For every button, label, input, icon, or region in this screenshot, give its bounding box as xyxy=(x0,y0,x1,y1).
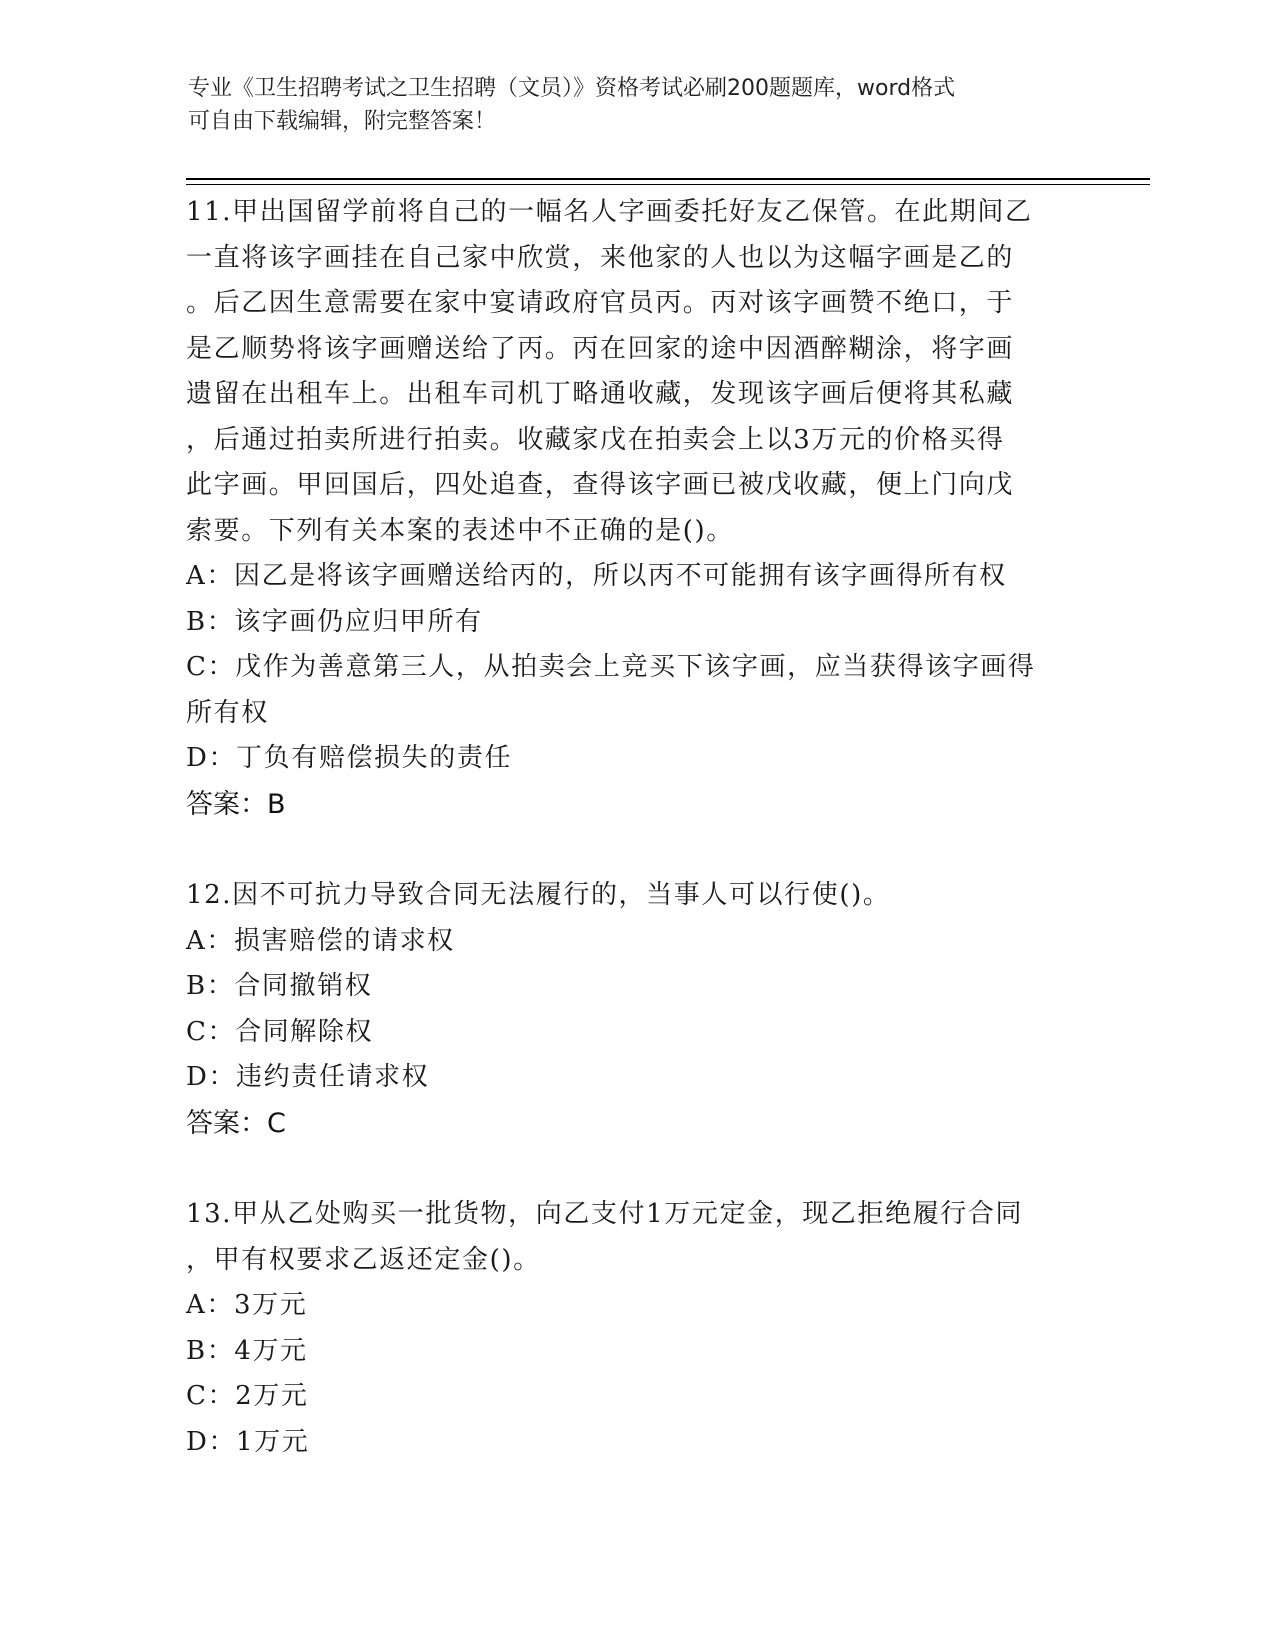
header-line-2: 可自由下载编辑，附完整答案！ xyxy=(188,109,497,134)
option-c: C：戊作为善意第三人，从拍卖会上竞买下该字画，应当获得该字画得 xyxy=(186,652,1036,682)
option-b: B：4万元 xyxy=(186,1335,308,1366)
question-stem-line: 11.甲出国留学前将自己的一幅名人字画委托好友乙保管。在此期间乙 xyxy=(186,197,1033,227)
question-12 xyxy=(186,873,1086,1146)
option-d: D：违约责任请求权 xyxy=(186,1062,430,1092)
option-a: A：损害赔偿的请求权 xyxy=(186,925,455,956)
option-b: B：合同撤销权 xyxy=(186,971,373,1001)
question-list xyxy=(186,190,1086,1511)
question-stem-line: 此字画。甲回国后，四处追查，查得该字画已被戊收藏，便上门向戊 xyxy=(186,470,1015,500)
question-11 xyxy=(186,190,1086,827)
option-c: C：合同解除权 xyxy=(186,1016,374,1047)
option-d: D：1万元 xyxy=(186,1426,310,1457)
question-stem-line: 一直将该字画挂在自己家中欣赏，来他家的人也以为这幅字画是乙的 xyxy=(186,242,1015,273)
question-stem-line: 索要。下列有关本案的表述中不正确的是()。 xyxy=(186,515,734,546)
question-stem-line: 遗留在出租车上。出租车司机丁略通收藏，发现该字画后便将其私藏 xyxy=(186,379,1015,409)
option-b: B：该字画仍应归甲所有 xyxy=(186,606,483,637)
document-header xyxy=(188,72,1068,138)
option-d: D：丁负有赔偿损失的责任 xyxy=(186,743,513,773)
question-stem-line: ，后通过拍卖所进行拍卖。收藏家戊在拍卖会上以3万元的价格买得 xyxy=(186,424,1005,455)
option-a: A：3万元 xyxy=(186,1290,308,1320)
header-rule-thin xyxy=(186,184,1150,185)
question-stem-line: 是乙顺势将该字画赠送给了丙。丙在回家的途中因酒醉糊涂，将字画 xyxy=(186,333,1015,364)
question-stem-line: 12.因不可抗力导致合同无法履行的，当事人可以行使()。 xyxy=(186,880,891,910)
header-rule-thick xyxy=(186,178,1150,180)
option-c: C：2万元 xyxy=(186,1381,309,1411)
question-stem-line: 13.甲从乙处购买一批货物，向乙支付1万元定金，现乙拒绝履行合同 xyxy=(186,1199,1024,1229)
question-13 xyxy=(186,1192,1086,1465)
header-line-1: 专业《卫生招聘考试之卫生招聘（文员）》资格考试必刷200题题库，word格式 xyxy=(188,76,956,101)
question-stem-line: ，甲有权要求乙返还定金()。 xyxy=(186,1244,541,1275)
question-stem-line: 。后乙因生意需要在家中宴请政府官员丙。丙对该字画赞不绝口，于 xyxy=(186,288,1015,318)
answer-label: 答案：B xyxy=(186,788,286,820)
answer-label: 答案：C xyxy=(186,1107,286,1139)
option-a: A：因乙是将该字画赠送给丙的，所以丙不可能拥有该字画得所有权 xyxy=(186,561,1007,591)
option-c-continued: 所有权 xyxy=(186,697,269,728)
